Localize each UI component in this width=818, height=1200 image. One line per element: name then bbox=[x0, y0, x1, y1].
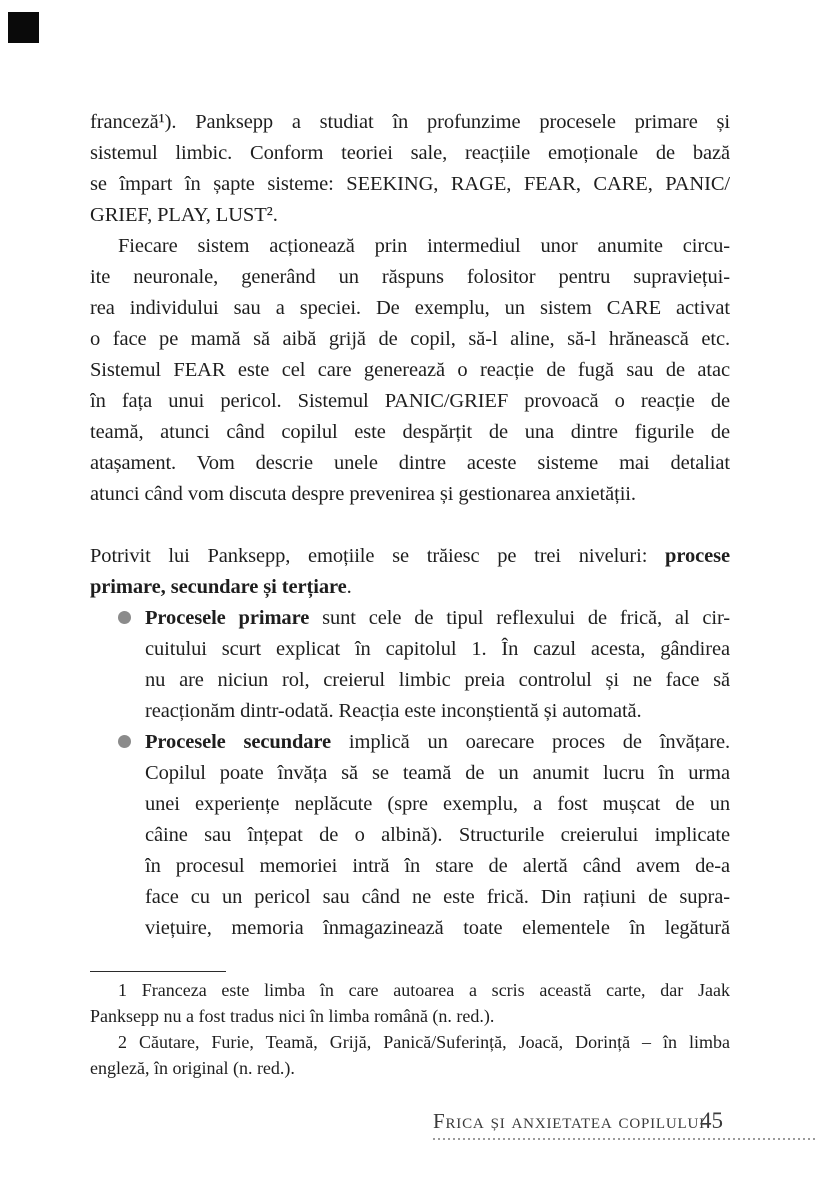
footnote bbox=[90, 1029, 730, 1081]
body-text bbox=[90, 107, 730, 944]
running-title: Frica și anxietatea copilului bbox=[433, 1109, 705, 1133]
text-line: GRIEF, PLAY, LUST². bbox=[90, 204, 278, 226]
text-line: Procesele secundare implică un oarecare proces de învățare. bbox=[145, 731, 730, 753]
page-number: 45 bbox=[700, 1108, 723, 1133]
footnote bbox=[90, 977, 730, 1029]
footnote-line: 1 Franceza este limba în care autoarea a scris această carte, dar Jaak bbox=[118, 980, 730, 1000]
paragraph bbox=[90, 231, 730, 510]
footer-dotted-rule bbox=[433, 1138, 818, 1140]
text-line: câine sau înțepat de o albină). Structurile creierului implicate bbox=[145, 824, 730, 846]
text-line: primare, secundare și terțiare. bbox=[90, 576, 352, 598]
text-line: face cu un pericol sau când ne este frică. Din rațiuni de supra- bbox=[145, 886, 730, 908]
text-line: teamă, atunci când copilul este despărțit de una dintre figurile de bbox=[90, 421, 730, 443]
footnotes bbox=[90, 977, 730, 1081]
paragraph bbox=[90, 541, 730, 603]
text-line: se împart în șapte sisteme: SEEKING, RAGE, FEAR, CARE, PANIC/ bbox=[90, 173, 730, 195]
text-line: nu are niciun rol, creierul limbic preia controlul și ne face să bbox=[145, 669, 730, 691]
paragraph bbox=[90, 107, 730, 231]
text-line: rea individului sau a speciei. De exemplu, un sistem CARE activat bbox=[90, 297, 730, 319]
text-line: atașament. Vom descrie unele dintre aceste sisteme mai detaliat bbox=[90, 452, 730, 474]
bullet-item bbox=[145, 727, 730, 944]
footnote-separator bbox=[90, 971, 226, 972]
bullet-icon bbox=[118, 611, 131, 624]
text-line: o face pe mamă să aibă grijă de copil, să-l aline, să-l hrănească etc. bbox=[90, 328, 730, 350]
text-line: Copilul poate învăța să se teamă de un anumit lucru în urma bbox=[145, 762, 730, 784]
text-line: în fața unui pericol. Sistemul PANIC/GRIEF provoacă o reacție de bbox=[90, 390, 730, 412]
scan-mark bbox=[8, 12, 39, 43]
text-line: unei experiențe neplăcute (spre exemplu, a fost mușcat de un bbox=[145, 793, 730, 815]
footnote-line: 2 Căutare, Furie, Teamă, Grijă, Panică/Suferință, Joacă, Dorință – în limba bbox=[118, 1032, 730, 1052]
text-line: în procesul memoriei intră în stare de alertă când avem de-a bbox=[145, 855, 730, 877]
text-line: atunci când vom discuta despre prevenirea și gestionarea anxietății. bbox=[90, 483, 636, 505]
text-line: cuitului scurt explicat în capitolul 1. În cazul acesta, gândirea bbox=[145, 638, 730, 660]
text-line: Potrivit lui Panksepp, emoțiile se trăiesc pe trei niveluri: procese bbox=[90, 545, 730, 567]
text-line: viețuire, memoria înmagazinează toate elementele în legătură bbox=[145, 917, 730, 939]
bullet-item bbox=[145, 603, 730, 727]
text-line: franceză¹). Panksepp a studiat în profunzime procesele primare și bbox=[90, 111, 730, 133]
footnote-line: Panksepp nu a fost tradus nici în limba română (n. red.). bbox=[90, 1006, 495, 1026]
footnote-line: engleză, în original (n. red.). bbox=[90, 1058, 295, 1078]
text-line: ite neuronale, generând un răspuns folositor pentru supraviețui- bbox=[90, 266, 730, 288]
text-line: sistemul limbic. Conform teoriei sale, reacțiile emoționale de bază bbox=[90, 142, 730, 164]
bullet-icon bbox=[118, 735, 131, 748]
text-line: Sistemul FEAR este cel care generează o reacție de fugă sau de atac bbox=[90, 359, 730, 381]
text-line: Fiecare sistem acționează prin intermediul unor anumite circu- bbox=[118, 235, 730, 257]
text-line: reacționăm dintr-odată. Reacția este inconștientă și automată. bbox=[145, 700, 642, 722]
text-line: Procesele primare sunt cele de tipul reflexului de frică, al cir- bbox=[145, 607, 730, 629]
